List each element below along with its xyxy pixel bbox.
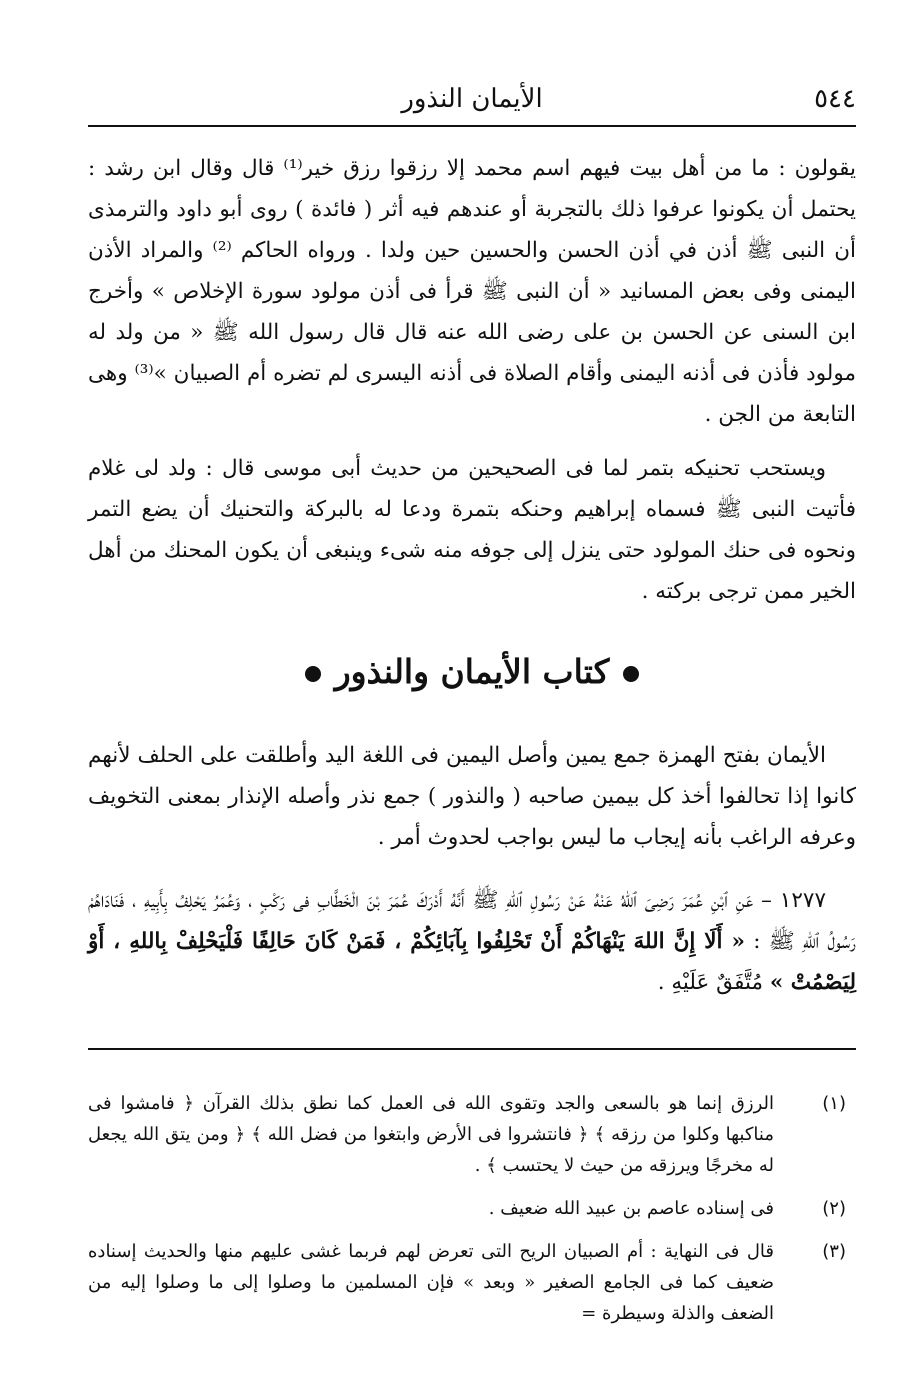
chapter-heading — [88, 652, 856, 691]
intro-paragraph: يقولون : ما من أهل بيت فيهم اسم محمد إلا رزقوا رزق خير⁽¹⁾ قال وقال ابن رشد : يحتمل أن يكونوا عرفوا ذلك بالتجربة أو عندهم فيه أثر ( فائدة ) روى أبو داود والترمذى أن النبى ﷺ أذن في أذن الحسن والحسين حين ولدا . ورواه الحاكم ⁽²⁾ والمراد الأذن اليمنى وفى بعض المسانيد « أن النبى ﷺ قرأ فى أذن مولود سورة الإخلاص » وأخرج ابن السنى عن الحسن بن على رضى الله عنه قال قال رسول الله ﷺ « من ولد له مولود فأذن فى أذنه اليمنى وأقام الصلاة فى أذنه اليسرى لم تضره أم الصبيان »⁽³⁾ وهى التابعة من الجن . — [88, 156, 856, 427]
page-header — [88, 78, 856, 124]
footnote-item — [88, 1088, 856, 1181]
hadith-paragraph — [88, 880, 856, 1003]
bullet-dot-icon — [623, 666, 639, 682]
hadith-quote: « أَلَا إِنَّ اللهَ يَنْهَاكُمْ أَنْ تَحْلِفُوا بِآبَائِكُمْ ، فَمَنْ كَانَ حَالِفًا فَلْيَحْلِفْ بِاللهِ ، أَوْ لِيَصْمُتْ » — [88, 929, 856, 995]
chapter-title: كتاب الأيمان والنذور — [334, 652, 610, 691]
footnote-text: الرزق إنما هو بالسعى والجد وتقوى الله فى العمل كما نطق بذلك القرآن ﴿ فامشوا فى مناكبها وكلوا من رزقه ﴾ ﴿ فانتشروا فى الأرض وابتغوا من فضل الله ﴾ ﴿ ومن يتق الله يجعل له مخرجًا ويرزقه من حيث لا يحتسب ﴾ . — [88, 1093, 774, 1176]
bullet-dot-icon — [305, 666, 321, 682]
footnote-item — [88, 1236, 856, 1329]
page-number: ٥٤٤ — [814, 84, 856, 114]
running-title: الأيمان النذور — [401, 84, 543, 114]
footnote-text: قال فى النهاية : أم الصبيان الريح التى تعرض لهم فربما غشى عليهم منها والحديث إسناده ضعيف كما فى الجامع الصغير « وبعد » فإن المسلمين ما وصلوا إلى ما وصلوا إليه من الضعف والذلة وسيطرة = — [88, 1241, 774, 1324]
header-rule — [88, 125, 856, 127]
footnote-item — [88, 1193, 856, 1224]
footnote-text: فى إسناده عاصم بن عبيد الله ضعيف . — [488, 1198, 774, 1219]
tahnik-paragraph: ويستحب تحنيكه بتمر لما فى الصحيحين من حديث أبى موسى قال : ولد لى غلام فأتيت النبى ﷺ فسماه إبراهيم وحنكه بتمرة ودعا له بالبركة والتحنيك أن يضع التمر ونحوه فى حنك المولود حتى ينزل إلى جوفه منه شىء وينبغى أن يكون المحنك من أهل الخير ممن ترجى بركته . — [88, 456, 856, 604]
hadith-source: مُتَّفَقٌ عَلَيْهِ . — [657, 970, 763, 995]
hadith-intro: ١٢٧٧ – عَنِ ٱبْنِ عُمَرَ رَضِىَ ٱللهُ عَنْهُ عَنْ رَسُولِ ٱللهِ ﷺ أَنَّهُ أَدْرَكَ عُمَرَ بْنَ الْخَطَّابِ فى رَكْبٍ ، وَعُمَرُ يَحْلِفُ بِأَبِيهِ ، فَنَادَاهُمْ رَسُولُ ٱللهِ ﷺ : — [88, 888, 856, 954]
tahnik-section — [88, 448, 856, 612]
definition-section — [88, 735, 856, 858]
footnote-number: (١) — [822, 1093, 846, 1114]
intro-section — [88, 148, 856, 435]
footnote-number: (٣) — [822, 1241, 846, 1262]
footnotes — [88, 1088, 856, 1341]
hadith-section — [88, 880, 856, 1003]
footnote-rule — [88, 1048, 856, 1050]
definition-paragraph: الأيمان بفتح الهمزة جمع يمين وأصل اليمين فى اللغة اليد وأطلقت على الحلف لأنهم كانوا إذا تحالفوا أخذ كل بيمين صاحبه ( والنذور ) جمع نذر وأصله الإنذار بمعنى التخويف وعرفه الراغب بأنه إيجاب ما ليس بواجب لحدوث أمر . — [88, 743, 856, 850]
footnote-number: (٢) — [822, 1198, 846, 1219]
